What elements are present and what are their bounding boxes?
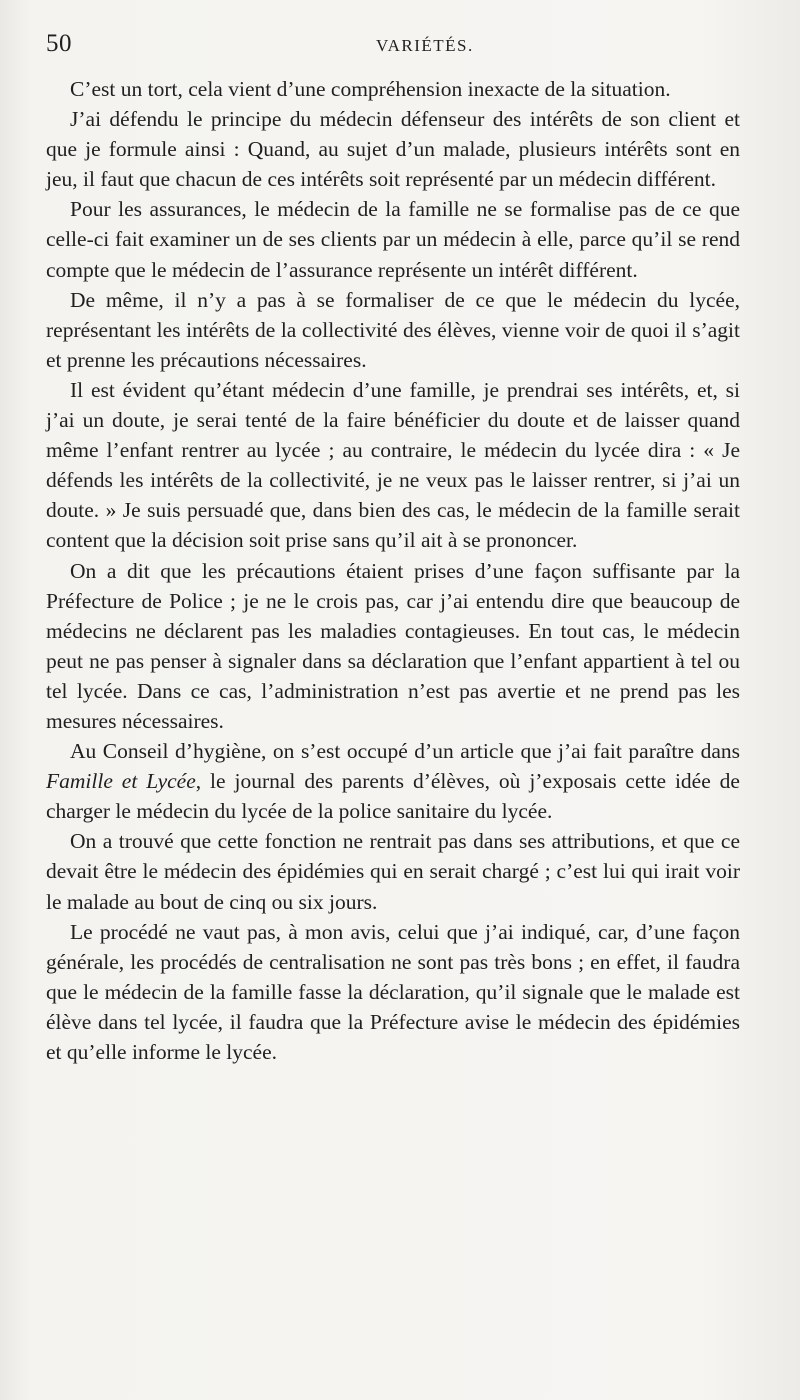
body-text [46,74,740,1067]
journal-title: Famille et Lycée [46,769,196,794]
page-header [46,30,746,64]
paragraph: Pour les assurances, le médecin de la famille ne se formalise pas de ce que celle-ci fait examiner un de ses clients par un médecin à elle, parce qu’il se rend compte que le médecin de l’assurance représente un intérêt différent. [46,197,740,282]
paragraph: On a dit que les précautions étaient prises d’une façon suffisante par la Préfecture de Police ; je ne le crois pas, car j’ai entendu dire que beaucoup de médecins ne déclarent pas les maladies contagieuses. En tout cas, le médecin peut ne pas penser à signaler dans sa déclaration que l’enfant appartient à tel ou tel lycée. Dans ce cas, l’administration n’est pas avertie et ne prend pas les mesures nécessaires. [46,558,740,733]
paragraph-text: , le journal des parents d’élèves, où j’exposais cette idée de charger le médecin du lycée de la police sanitaire du lycée. [46,769,740,824]
page-number: 50 [46,30,72,57]
running-head: VARIÉTÉS. [376,36,474,55]
paragraph: On a trouvé que cette fonction ne rentrait pas dans ses attributions, et que ce devait être le médecin des épidémies qui en serait chargé ; c’est lui qui irait voir le malade au bout de cinq ou six jours. [46,829,740,914]
paragraph: C’est un tort, cela vient d’une compréhension inexacte de la situation. [70,77,671,101]
paragraph: J’ai défendu le principe du médecin défenseur des intérêts de son client et que je formule ainsi : Quand, au sujet d’un malade, plusieurs intérêts sont en jeu, il faut que chacun de ces intérêts soit représenté par un médecin différent. [46,107,740,192]
paragraph: Le procédé ne vaut pas, à mon avis, celui que j’ai indiqué, car, d’une façon générale, les procédés de centralisation ne sont pas très bons ; en effet, il faudra que le médecin de la famille fasse la déclaration, qu’il signale que le malade est élève dans tel lycée, il faudra que la Préfecture avise le médecin des épidémies et qu’elle informe le lycée. [46,919,740,1064]
paragraph-text: Au Conseil d’hygiène, on s’est occupé d’un article que j’ai fait paraître dans [70,739,740,764]
paragraph: Il est évident qu’étant médecin d’une famille, je prendrai ses intérêts, et, si j’ai un doute, je serai tenté de la faire bénéficier du doute et de laisser quand même l’enfant rentrer au lycée ; au contraire, le médecin du lycée dira : « Je défends les intérêts de la collectivité, je ne veux pas le laisser rentrer, si j’ai un doute. » Je suis persuadé que, dans bien des cas, le médecin de la famille serait content que la décision soit prise sans qu’il ait à se prononcer. [46,377,740,553]
paragraph [46,736,740,826]
paragraph: De même, il n’y a pas à se formaliser de ce que le médecin du lycée, représentant les intérêts de la collectivité des élèves, vienne voir de quoi il s’agit et prenne les précautions nécessaires. [46,287,740,372]
